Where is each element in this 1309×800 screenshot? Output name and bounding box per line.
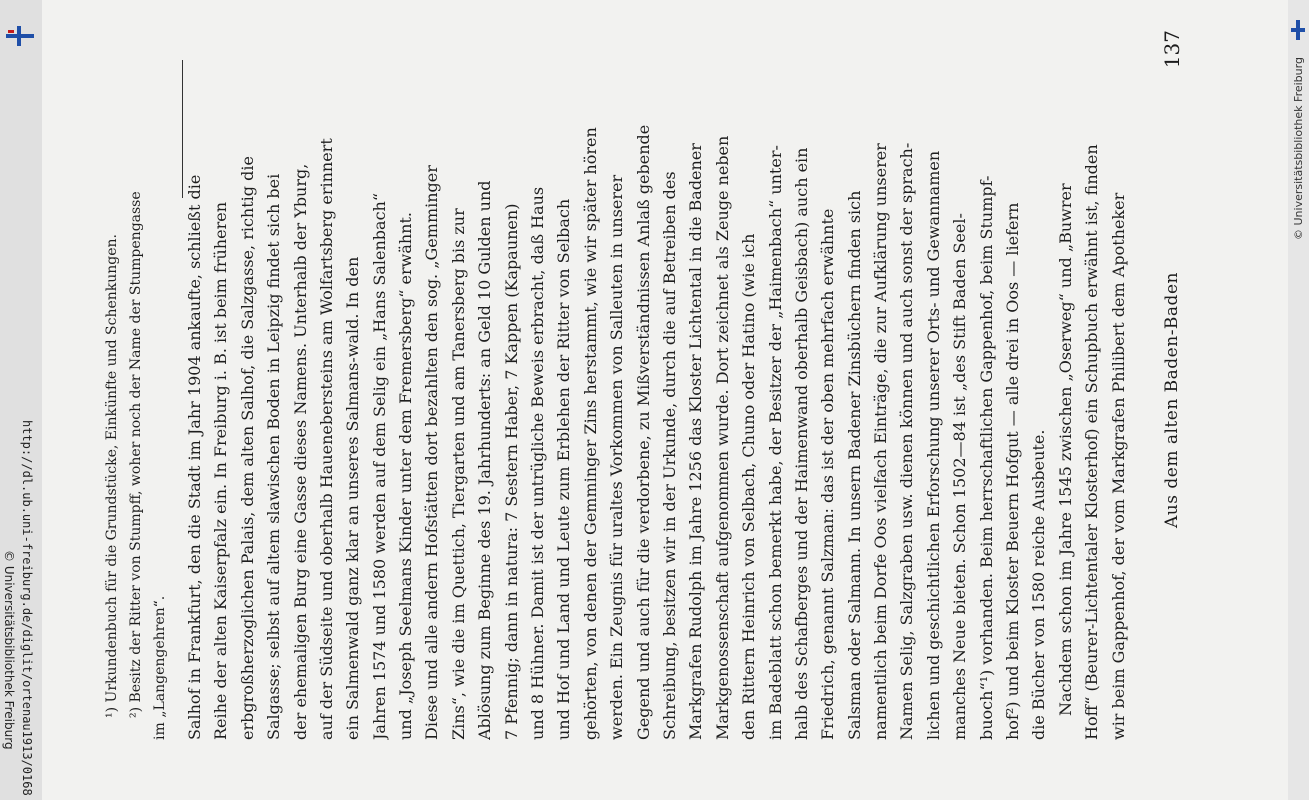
text-line: manches Neue bieten. Schon 1502—84 ist „des Stift Baden Seel- [950,213,970,740]
text-line: Gegend und auch für die verdorbene, zu Mißverständnissen Anlaß gebende [633,124,653,740]
footnote-line: ¹) Urkundenbuch für die Grundstücke, Einkünfte und Schenkungen. [104,233,120,718]
text-line: Salsman oder Salmann. In unsern Badener Zinsbüchern finden sich [844,190,864,740]
text-line: erbgroßherzoglichen Palais, dem alten Salhof, die Salzgasse, richtig die [237,156,257,740]
text-line: auf der Südseite und oberhalb Hauenebersteins am Wolfartsberg erinnert [316,138,336,740]
text-line: Reihe der alten Kaiserpfalz ein. In Freiburg i. B. ist beim früheren [211,201,231,740]
scanned-page [42,0,1288,800]
text-line: Markgenossenschaft aufgenommen wurde. Dort zeichnet als Zeuge neben [712,135,732,740]
text-line: Markgrafen Rudolph im Jahre 1256 das Kloster Lichtental in die Badener [686,143,706,740]
text-line: ein Salmenwald ganz klar an unseres Salmans-wald. In den [343,256,363,740]
text-line: Salgasse; selbst auf altem slawischen Boden in Leipzig findet sich bei [264,173,284,740]
text-line: im Badeblatt schon bemerkt habe, der Besitzer der „Haimenbach“ unter- [765,145,785,740]
text-line: Nachdem schon im Jahre 1545 zwischen „Oserweg“ und „Buwrer [1055,183,1075,716]
text-line: Jahren 1574 und 1580 werden auf dem Selig ein „Hans Salenbach“ [369,192,389,740]
text-line: und 8 Hühner. Damit ist der untrügliche Beweis erbracht, daß Haus [528,186,548,740]
text-line: halb des Schafberges und der Haimenwand oberhalb Geisbach) auch ein [791,147,811,740]
left-margin [0,0,42,800]
text-line: den Rittern Heinrich von Selbach, Chuno oder Hatino (wie ich [739,233,759,740]
footnote-line: ²) Besitz der Ritter von Stumpff, woher noch der Name der Stumpengasse [128,191,144,718]
text-line: Namen Selig, Salzgraben usw. dienen können und auch sonst der sprach- [897,142,917,740]
source-url[interactable]: http://dl.ub.uni-freiburg.de/diglit/ortenau1913/0168 [20,420,34,796]
right-margin [1288,0,1309,800]
body-text [184,60,1132,740]
text-line: Ablösung zum Beginne des 19. Jahrhunderts: an Geld 10 Gulden und [475,180,495,740]
text-line: wir beim Gappenhof, der vom Markgrafen Philibert dem Apotheker [1108,192,1128,740]
running-header: Aus dem alten Baden-Baden [1162,272,1182,528]
text-line: der ehemaligen Burg eine Gasse dieses Namens. Unterhalb der Yburg, [290,163,310,740]
text-line: lichen und geschichtlichen Erforschung unserer Orts- und Gewannamen [923,150,943,740]
text-line: 7 Pfennig; dann in natura: 7 Sestern Haber, 7 Kappen (Kapaunen) [501,203,521,740]
page-number: 137 [1160,30,1184,69]
text-line: gehörten, von denen der Gemminger Zins herstammt, wie wir später hören [580,127,600,740]
footnotes [72,60,172,740]
text-line: und „Joseph Seelmans Kinder unter dem Fremersberg“ erwähnt. [396,211,416,740]
copyright-notice: © Universitätsbibliothek Freiburg [2,550,16,750]
text-line: Hoff“ (Beurer-Lichtentaler Klosterhof) ein Schupbuch erwähnt ist, finden [1082,144,1102,740]
text-line: Schreibung, besitzen wir in der Urkunde, durch die auf Betreiben des [659,171,679,740]
text-line: Zins“, wie die im Quettich, Tiergarten und am Tanersberg bis zur [448,208,468,740]
paragraph [1053,60,1132,740]
text-line: Salhof in Frankfurt, den die Stadt im Jahr 1904 ankaufte, schließt die [184,174,204,740]
text-line: Diese und alle andern Hofstätten dort bezahlten den sog. „Gemminger [422,165,442,740]
text-line: und Hof und Land und Leute zum Erblehen der Ritter von Selbach [554,198,574,740]
text-line: Friedrich, genannt Salzman: das ist der oben mehrfach erwähnte [818,208,838,740]
rotated-page-content [42,0,1288,800]
text-line: buoch“¹) vorhanden. Beim herrschaftlichen Gappenhof, beim Stumpf- [976,175,996,740]
text-line: hof²) und beim Kloster Beuern Hofgut — alle drei in Oos — liefern [1003,202,1023,740]
paragraph [182,60,1053,740]
text-line: werden. Ein Zeugnis für uraltes Vorkommen von Salleuten in unserer [607,174,627,740]
right-copyright-strip [1288,0,1309,800]
source-strip [0,0,42,800]
right-copyright: © Universitätsbibliothek Freiburg [1292,57,1305,240]
footnote-line: im „Langengehren“. [152,595,168,740]
text-line: namentlich beim Dorfe Oos vielfach Einträge, die zur Aufklärung unserer [871,143,891,740]
text-line: die Bücher von 1580 reiche Ausbeute. [1029,429,1049,740]
footnote-divider [182,60,183,198]
